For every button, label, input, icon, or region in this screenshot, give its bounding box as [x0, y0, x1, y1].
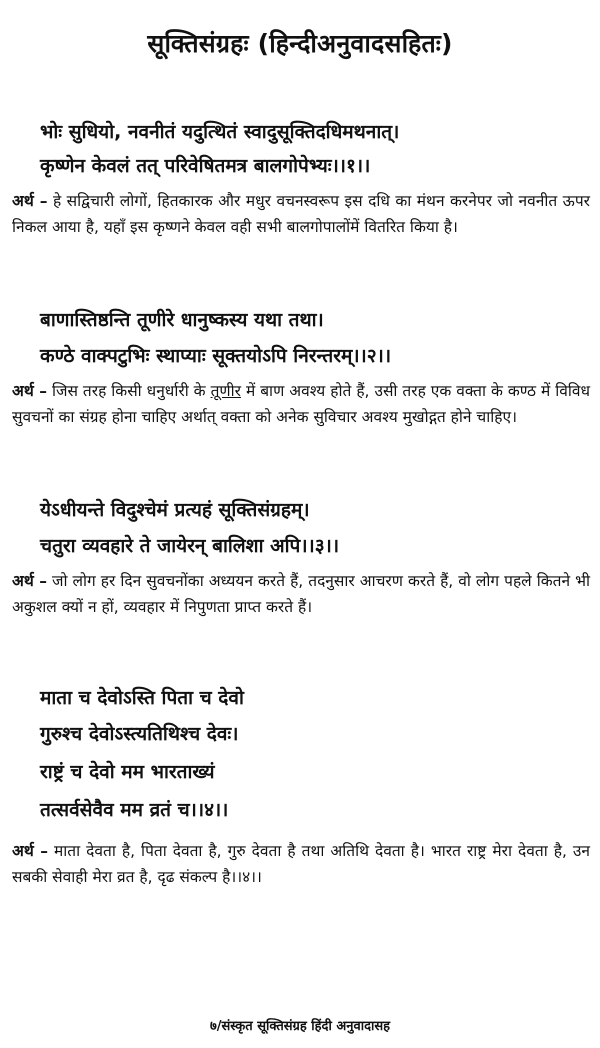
meaning-text-start: जिस तरह किसी धनुर्धारी के [51, 382, 211, 400]
verse-3-meaning [12, 568, 590, 620]
meaning-label: अर्थ – [12, 842, 48, 860]
verse-4-line-1: माता च देवोऽस्ति पिता च देवो [40, 687, 244, 709]
meaning-text: माता देवता है, पिता देवता है, गुरु देवता है तथा अतिथि देवता है। भारत राष्ट्र मेरा देवता है, उन सबकी सेवाही मेरा व्रत है, दृढ संकल्प है।।४।। [12, 842, 590, 886]
verse-1-line-2: कृष्णेन केवलं तत् परिवेषितमत्र बालगोपेभ्यः।।१।। [40, 155, 371, 177]
verse-2-line-1: बाणास्तिष्ठन्ति तूणीरे धानुष्कस्य यथा तथा। [40, 309, 324, 331]
underlined-word: तूणीर [210, 382, 241, 400]
page-title: सूक्तिसंग्रहः (हिन्दीअनुवादसहितः) [147, 29, 453, 58]
verse-4-line-2: गुरुश्च देवोऽस्त्यतिथिश्च देवः। [40, 723, 239, 745]
verse-3-line-1: येऽधीयन्ते विदुश्चेमं प्रत्यहं सूक्तिसंग्रहम्। [40, 499, 310, 521]
meaning-label: अर्थ – [12, 572, 47, 590]
verse-3-line-2: चतुरा व्यवहारे ते जायेरन् बालिशा अपि।।३।। [40, 535, 340, 557]
meaning-label: अर्थ – [12, 192, 48, 210]
verse-4-line-3: राष्ट्रं च देवो मम भारताख्यं [40, 761, 215, 783]
verse-4-meaning [12, 838, 590, 890]
verse-4-line-4: तत्सर्वसेवैव मम व्रतं च।।४।। [40, 799, 229, 821]
verse-2-meaning [12, 378, 590, 430]
meaning-label: अर्थ – [12, 382, 47, 400]
meaning-text-end: में बाण अवश्य होते हैं, उसी तरह एक वक्ता के कण्ठ में विविध सुवचनों का संग्रह होना चाहिए अर्थात् वक्ता को अनेक सुविचार अवश्य मुखोद्गत होने चाहिए। [12, 382, 590, 426]
verse-1-line-1: भोः सुधियो, नवनीतं यदुत्थितं स्वादुसूक्तिदधिमथनात्। [40, 121, 400, 143]
meaning-text: हे सद्विचारी लोगों, हितकारक और मधुर वचनस्वरूप इस दधि का मंथन करनेपर जो नवनीत ऊपर निकल आया है, यहाँ इस कृष्णने केवल वही सभी बालगोपालोंमें वितरित किया है। [12, 192, 590, 236]
verse-1-meaning [12, 188, 590, 240]
verse-2-line-2: कण्ठे वाक्पटुभिः स्थाप्याः सूक्तयोऽपि निरन्तरम्।।२।। [40, 345, 392, 367]
meaning-text: जो लोग हर दिन सुवचनोंका अध्ययन करते हैं, तदनुसार आचरण करते हैं, वो लोग पहले कितने भी अकुशल क्यों न हों, व्यवहार में निपुणता प्राप्त करते हैं। [12, 572, 590, 616]
page-footer: ७/संस्कृत सूक्तिसंग्रह हिंदी अनुवादासह [209, 1019, 391, 1034]
